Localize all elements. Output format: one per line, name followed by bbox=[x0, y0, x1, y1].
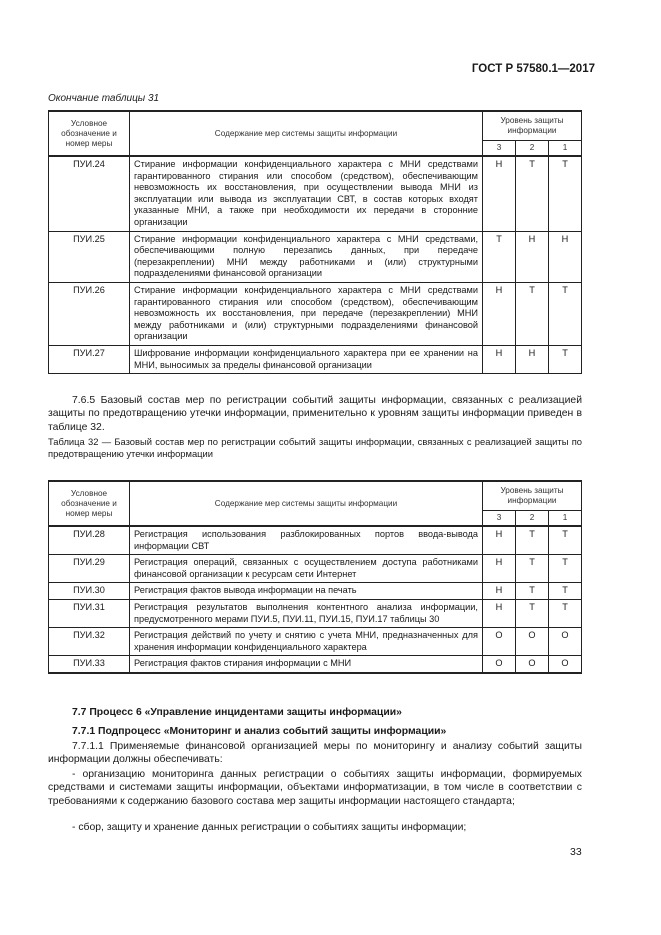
measure-code: ПУИ.26 bbox=[49, 282, 130, 345]
measure-code: ПУИ.28 bbox=[49, 526, 130, 555]
level-2-value: Т bbox=[516, 282, 549, 345]
level-3-value: Н bbox=[483, 282, 516, 345]
level-2-value: О bbox=[516, 628, 549, 656]
level-2-value: Т bbox=[516, 555, 549, 583]
level-2-header: 2 bbox=[516, 511, 549, 527]
level-1-value: Н bbox=[549, 231, 582, 282]
table-row bbox=[49, 628, 582, 656]
measure-code: ПУИ.27 bbox=[49, 345, 130, 373]
level-2-value: Т bbox=[516, 599, 549, 627]
level-1-value: Т bbox=[549, 555, 582, 583]
level-2-value: Н bbox=[516, 345, 549, 373]
measure-description: Стирание информации конфиденциального характера с МНИ средствами гарантированного стирания или способом (средством), обеспечивающим невозможность их восстановления, при осуществлении вывода МНИ из эксплуатации или вывода из эксплуатации СВТ, в состав которых входят указанные МНИ, а также при необходимости их передачи в сторонние организации bbox=[130, 156, 483, 231]
table-row bbox=[49, 555, 582, 583]
paragraph-7-6-5: 7.6.5 Базовый состав мер по регистрации событий защиты информации, связанных с реализацией защиты по предотвращению утечки информации, применительно к уровням защиты информации приведен в таблице 32. bbox=[48, 395, 582, 433]
level-2-value: О bbox=[516, 656, 549, 673]
table-row bbox=[49, 345, 582, 373]
table-row bbox=[49, 156, 582, 231]
col-header-level: Уровень защиты информации bbox=[483, 481, 582, 511]
measure-description: Регистрация использования разблокированных портов ввода-вывода информации СВТ bbox=[130, 526, 483, 555]
level-1-value: Т bbox=[549, 345, 582, 373]
level-1-value: Т bbox=[549, 526, 582, 555]
measure-code: ПУИ.32 bbox=[49, 628, 130, 656]
level-2-value: Н bbox=[516, 231, 549, 282]
level-3-value: Н bbox=[483, 599, 516, 627]
level-2-header: 2 bbox=[516, 141, 549, 157]
table-row bbox=[49, 656, 582, 673]
table-row bbox=[49, 282, 582, 345]
level-3-value: Н bbox=[483, 526, 516, 555]
paragraph-7-7-1-1: 7.7.1.1 Применяемые финансовой организацией меры по мониторингу и анализу событий защиты информации должны обеспечивать: bbox=[48, 741, 582, 766]
table-row bbox=[49, 526, 582, 555]
col-header-code: Условное обозначение и номер меры bbox=[49, 481, 130, 526]
table-row bbox=[49, 583, 582, 600]
level-3-value: Н bbox=[483, 345, 516, 373]
level-2-value: Т bbox=[516, 526, 549, 555]
level-3-value: Т bbox=[483, 231, 516, 282]
bullet-collection: - сбор, защиту и хранение данных регистрации о событиях защиты информации; bbox=[72, 822, 467, 833]
table-32 bbox=[48, 480, 582, 674]
col-header-level: Уровень защиты информации bbox=[483, 111, 582, 141]
level-2-value: Т bbox=[516, 583, 549, 600]
col-header-content: Содержание мер системы защиты информации bbox=[130, 481, 483, 526]
level-1-value: О bbox=[549, 628, 582, 656]
measure-code: ПУИ.33 bbox=[49, 656, 130, 673]
level-3-header: 3 bbox=[483, 141, 516, 157]
measure-code: ПУИ.31 bbox=[49, 599, 130, 627]
level-1-value: Т bbox=[549, 156, 582, 231]
level-3-value: Н bbox=[483, 156, 516, 231]
table-31-caption: Окончание таблицы 31 bbox=[48, 93, 160, 104]
level-3-value: Н bbox=[483, 583, 516, 600]
level-1-value: Т bbox=[549, 583, 582, 600]
measure-code: ПУИ.24 bbox=[49, 156, 130, 231]
measure-description: Регистрация операций, связанных с осуществлением доступа работниками финансовой организации к ресурсам сети Интернет bbox=[130, 555, 483, 583]
standard-number: ГОСТ Р 57580.1—2017 bbox=[471, 63, 595, 75]
level-1-value: Т bbox=[549, 282, 582, 345]
col-header-content: Содержание мер системы защиты информации bbox=[130, 111, 483, 156]
level-1-value: Т bbox=[549, 599, 582, 627]
measure-description: Регистрация фактов вывода информации на печать bbox=[130, 583, 483, 600]
measure-description: Шифрование информации конфиденциального характера при ее хранении на МНИ, выносимых за пределы финансовой организации bbox=[130, 345, 483, 373]
measure-code: ПУИ.25 bbox=[49, 231, 130, 282]
level-3-value: Н bbox=[483, 555, 516, 583]
measure-description: Регистрация результатов выполнения контентного анализа информации, предусмотренного мерами ПУИ.5, ПУИ.11, ПУИ.15, ПУИ.17 таблицы 30 bbox=[130, 599, 483, 627]
measure-description: Стирание информации конфиденциального характера с МНИ средствами гарантированного стирания или способом (средством), обеспечивающим невозможность их восстановления, при передаче (перезакреплении) МНИ между работниками и (или) структурными подразделениями финансовой организации bbox=[130, 282, 483, 345]
table-row bbox=[49, 231, 582, 282]
level-2-value: Т bbox=[516, 156, 549, 231]
col-header-code: Условное обозначение и номер меры bbox=[49, 111, 130, 156]
heading-7-7: 7.7 Процесс 6 «Управление инцидентами защиты информации» bbox=[72, 707, 402, 718]
measure-description: Регистрация фактов стирания информации с МНИ bbox=[130, 656, 483, 673]
bullet-monitoring: - организацию мониторинга данных регистрации о событиях защиты информации, формируемых средствами и системами защиты информации, объектами информатизации, в том числе в соответствии с требованиями к содержанию базового состава мер защиты информации настоящего стандарта; bbox=[48, 769, 582, 807]
page-number: 33 bbox=[570, 846, 582, 858]
measure-code: ПУИ.30 bbox=[49, 583, 130, 600]
table-31 bbox=[48, 110, 582, 374]
table-row bbox=[49, 599, 582, 627]
measure-code: ПУИ.29 bbox=[49, 555, 130, 583]
level-1-header: 1 bbox=[549, 511, 582, 527]
level-3-header: 3 bbox=[483, 511, 516, 527]
measure-description: Стирание информации конфиденциального характера с МНИ средствами, обеспечивающими полную перезапись данных, при передаче (перезакреплении) МНИ между работниками и (или) структурными подразделениями финансовой организации bbox=[130, 231, 483, 282]
table-32-caption: Таблица 32 — Базовый состав мер по регистрации событий защиты информации, связанных с реализацией защиты по предотвращению утечки информации bbox=[48, 436, 582, 459]
level-3-value: О bbox=[483, 656, 516, 673]
level-1-value: О bbox=[549, 656, 582, 673]
level-1-header: 1 bbox=[549, 141, 582, 157]
level-3-value: О bbox=[483, 628, 516, 656]
heading-7-7-1: 7.7.1 Подпроцесс «Мониторинг и анализ событий защиты информации» bbox=[72, 726, 447, 737]
measure-description: Регистрация действий по учету и снятию с учета МНИ, предназначенных для хранения информации конфиденциального характера bbox=[130, 628, 483, 656]
